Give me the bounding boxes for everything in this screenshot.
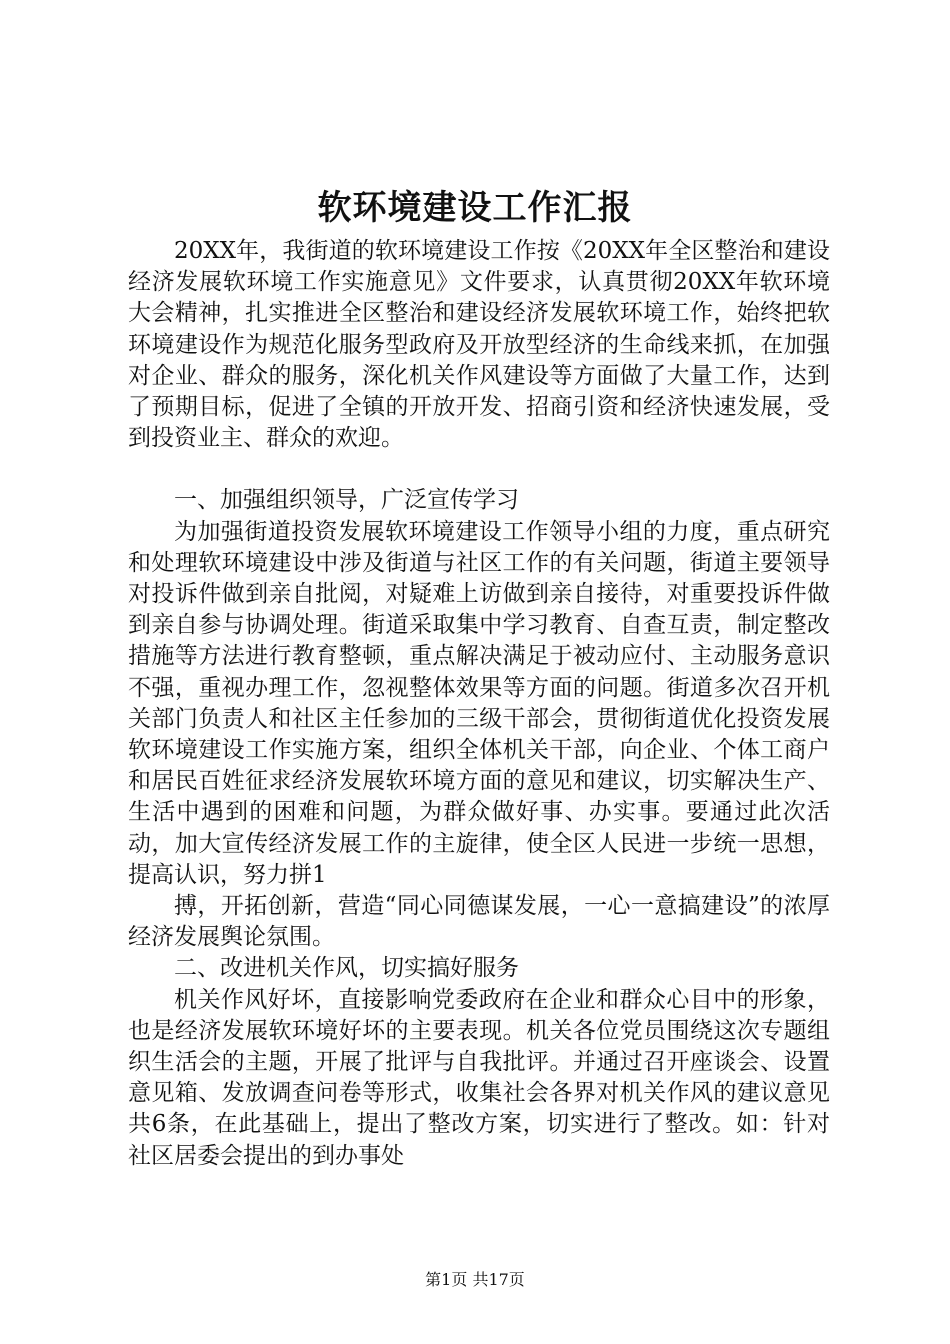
document-body: [128, 236, 830, 1172]
paragraph-spacer: [128, 454, 830, 485]
document-title: 软环境建设工作汇报: [317, 188, 633, 228]
section-heading-2: 二、改进机关作风，切实搞好服务: [174, 955, 519, 982]
page-footer: 第1页 共17页: [425, 1270, 525, 1289]
paragraph-intro: 20XX年，我街道的软环境建设工作按《20XX年全区整治和建设经济发展软环境工作实施意见》文件要求，认真贯彻20XX年软环境大会精神，扎实推进全区整治和建设经济发展软环境工作，始终把软环境建设作为规范化服务型政府及开放型经济的生命线来抓，在加强对企业、群众的服务，深化机关作风建设等方面做了大量工作，达到了预期目标，促进了全镇的开放开发、招商引资和经济快速发展，受到投资业主、群众的欢迎。: [128, 238, 830, 452]
paragraph-section-1: 为加强街道投资发展软环境建设工作领导小组的力度，重点研究和处理软环境建设中涉及街道与社区工作的有关问题，街道主要领导对投诉件做到亲自批阅，对疑难上访做到亲自接待，对重要投诉件做到亲自参与协调处理。街道采取集中学习教育、自查互责，制定整改措施等方法进行教育整顿，重点解决满足于被动应付、主动服务意识不强，重视办理工作，忽视整体效果等方面的问题。街道多次召开机关部门负责人和社区主任参加的三级干部会，贯彻街道优化投资发展软环境建设工作实施方案，组织全体机关干部，向企业、个体工商户和居民百姓征求经济发展软环境方面的意见和建议，切实解决生产、生活中遇到的困难和问题，为群众做好事、办实事。要通过此次活动，加大宣传经济发展工作的主旋律，使全区人民进一步统一思想，提高认识，努力拼1: [128, 518, 830, 888]
paragraph-section-1-continued: 搏，开拓创新，营造“同心同德谋发展，一心一意搞建设”的浓厚经济发展舆论氛围。: [128, 893, 830, 951]
section-heading-1: 一、加强组织领导，广泛宣传学习: [174, 487, 519, 514]
paragraph-section-2: 机关作风好坏，直接影响党委政府在企业和群众心目中的形象，也是经济发展软环境好坏的主要表现。机关各位党员围绕这次专题组织生活会的主题，开展了批评与自我批评。并通过召开座谈会、设置意见箱、发放调查问卷等形式，收集社会各界对机关作风的建议意见共6条，在此基础上，提出了整改方案，切实进行了整改。如：针对社区居委会提出的到办事处: [128, 986, 830, 1169]
